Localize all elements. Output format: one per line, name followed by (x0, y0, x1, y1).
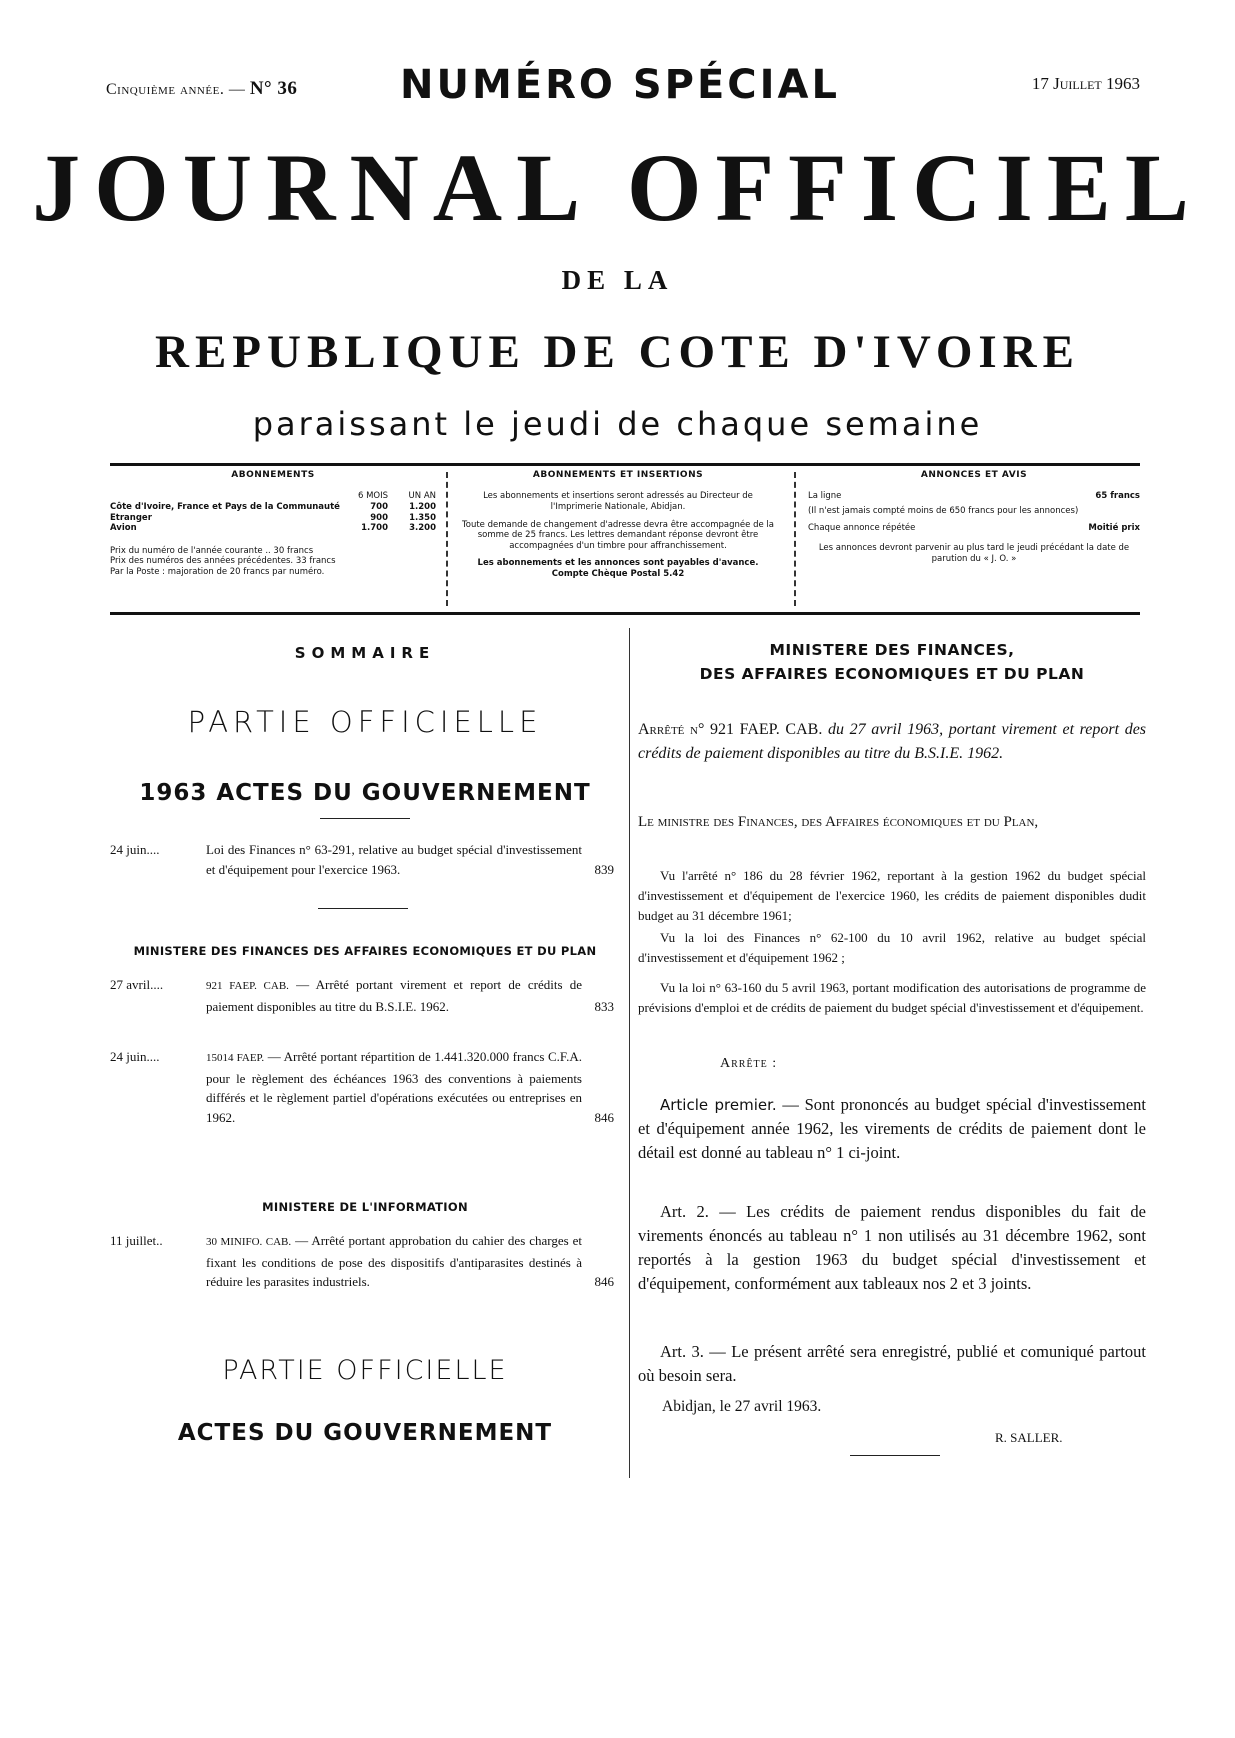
abonnements-column (110, 470, 436, 608)
vu-clause: Vu la loi des Finances n° 62-100 du 10 avril 1962, relative au budget spécial d'investissement et d'équipement 1962 ; (638, 930, 1146, 965)
minister-line: Le ministre des Finances, des Affaires économiques et du Plan, (638, 814, 1039, 830)
section-rule (318, 908, 408, 909)
section-rule (320, 818, 410, 819)
annonces-line-price: La ligne 65 francs (808, 491, 1140, 502)
actes-heading: 1963 ACTES DU GOUVERNEMENT (139, 780, 591, 806)
price-line: Par la Poste : majoration de 20 francs par numéro. (110, 567, 325, 577)
arrete-word: Arrête : (720, 1056, 778, 1071)
abonnements-row: Côte d'Ivoire, France et Pays de la Communauté 700 1.200 (110, 501, 436, 512)
insertions-payment: Les abonnements et les annonces sont payables d'avance. Compte Chèque Postal 5.42 (477, 558, 759, 579)
partie-officielle-heading-2: PARTIE OFFICIELLE (222, 1355, 508, 1386)
entry-desc: — Arrêté portant répartition de 1.441.320.000 francs C.F.A. pour le règlement des échéances 1963 des conventions à paiements différés et le règlement partiel d'opérations exécutées ou entreprises en 1962. (206, 1049, 582, 1125)
sommaire-entry (110, 1047, 620, 1127)
article-1 (638, 1093, 1146, 1165)
annonces-minimum-note: (Il n'est jamais compté moins de 650 francs pour les annonces) (808, 505, 1079, 516)
entry-date: 24 juin.... (110, 1049, 160, 1064)
col-six-months: 6 MOIS (357, 491, 388, 502)
sommaire-title: SOMMAIRE (294, 644, 436, 662)
ministry-heading-line: DES AFFAIRES ECONOMIQUES ET DU PLAN (699, 665, 1085, 683)
special-issue-title: NUMÉRO SPÉCIAL (400, 62, 840, 108)
vu-clause: Vu l'arrêté n° 186 du 28 février 1962, reportant à la gestion 1962 du budget spécial d'investissement et d'équipement de l'exercice 1960, les crédits de paiement disponibles dudit budget au 31 décembre 1961; (638, 868, 1146, 923)
subscription-info-box (106, 470, 1142, 610)
annonces-column (808, 470, 1140, 608)
sommaire-entry (110, 975, 620, 1016)
info-box-divider (446, 472, 448, 606)
sommaire-entry (110, 1231, 620, 1292)
article-1-text: — Sont prononcés au budget spécial d'investissement et d'équipement année 1962, les virements de crédits de paiement dont le détail est donné au tableau n° 1 ci-joint. (638, 1095, 1147, 1162)
entry-text: Loi des Finances n° 63-291, relative au budget spécial d'investissement et d'équipement pour l'exercice 1963. (206, 842, 582, 877)
actes-heading-2: ACTES DU GOUVERNEMENT (177, 1420, 553, 1446)
signature: R. SALLER. (995, 1430, 1063, 1445)
entry-date: 24 juin.... (110, 842, 160, 857)
masthead-de-la: DE LA (561, 265, 674, 295)
article-2: Art. 2. — Les crédits de paiement rendus disponibles du fait de virements énoncés au tableau n° 1 non utilisés au 31 décembre 1962, sont reportés à la gestion 1963 du budget spécial d'investissement et d'équipement, conformément aux tableaux nos 2 et 3 joints. (638, 1202, 1146, 1293)
entry-date: 27 avril.... (110, 977, 164, 992)
place-date: Abidjan, le 27 avril 1963. (662, 1398, 822, 1415)
insertions-heading: ABONNEMENTS ET INSERTIONS (532, 470, 704, 480)
abonnements-row: Etranger 900 1.350 (110, 512, 436, 523)
entry-ref: 30 MINIFO. CAB. (206, 1236, 292, 1248)
entry-desc: — Arrêté portant approbation du cahier des charges et fixant les conditions de pose des dispositifs d'antiparasites destinés à réduire les parasites industriels. (206, 1233, 583, 1289)
entry-page: 833 (594, 998, 614, 1014)
entry-desc: — Arrêté portant virement et report de crédits de paiement disponibles au titre du B.S.I.E. 1962. (206, 977, 583, 1014)
ministry-heading-line: MINISTERE DES FINANCES, (769, 641, 1015, 659)
abonnements-row: Avion 1.700 3.200 (110, 523, 436, 534)
annonces-heading: ANNONCES ET AVIS (920, 470, 1028, 480)
masthead-tagline: paraissant le jeudi de chaque semaine (252, 405, 983, 443)
entry-page: 839 (594, 861, 614, 877)
entry-ref: 15014 FAEP. (206, 1052, 265, 1064)
arrete-title (638, 718, 1146, 766)
closing-rule (850, 1455, 940, 1456)
partie-officielle-heading: PARTIE OFFICIELLE (187, 705, 543, 739)
abonnements-col-headers (110, 491, 436, 502)
price-line: Prix des numéros des années précédentes. 33 francs (110, 556, 336, 567)
article-3: Art. 3. — Le présent arrêté sera enregistré, publié et comuniqué partout où besoin sera. (638, 1342, 1146, 1385)
col-one-year: UN AN (408, 491, 436, 502)
entry-page: 846 (594, 1109, 614, 1125)
masthead-rule-bottom (110, 612, 1140, 615)
republic-title: REPUBLIQUE DE COTE D'IVOIRE (155, 326, 1080, 378)
arrete-subject: du 27 avril 1963, portant virement et report des crédits de paiement disponibles au titre du B.S.I.E. 1962. (638, 721, 1147, 762)
section-ministere-finances: MINISTERE DES FINANCES DES AFFAIRES ECONOMIQUES ET DU PLAN (133, 944, 597, 958)
vu-clause: Vu la loi n° 63-160 du 5 avril 1963, portant modification des autorisations de programme de prévisions d'emploi et de crédits de paiement du budget spécial d'investissement et d'équipement. (638, 980, 1146, 1015)
entry-text (206, 1231, 582, 1292)
insertions-column (458, 470, 778, 608)
insertions-address-change: Toute demande de changement d'adresse devra être accompagnée de la somme de 25 francs. Les lettres demandant réponse devront être accompagnées d'un timbre pour affranchissement. (462, 519, 774, 551)
annonces-deadline: Les annonces devront parvenir au plus tard le jeudi précédant la date de parution du « J. O. » (818, 543, 1130, 564)
article-1-lead: Article premier. (660, 1096, 777, 1114)
issue-year: Cinquième année. — (106, 81, 246, 98)
arrete-ref: Arrêté n° 921 FAEP. CAB. (638, 721, 823, 738)
insertions-address: Les abonnements et insertions seront adressés au Directeur de l'Imprimerie Nationale, Abidjan. (483, 491, 753, 512)
section-ministere-information: MINISTERE DE L'INFORMATION (262, 1200, 468, 1214)
journal-title: JOURNAL OFFICIEL (32, 134, 1203, 241)
issue-date: 17 Juillet 1963 (1031, 74, 1140, 93)
issue-number: N° 36 (249, 78, 298, 99)
entry-text (206, 1047, 582, 1127)
ministry-heading (638, 638, 1146, 686)
header-bar (100, 62, 1140, 106)
issue-line (106, 78, 297, 100)
masthead-rule-top (110, 463, 1140, 466)
entry-page: 846 (594, 1274, 614, 1289)
entry-date: 11 juillet.. (110, 1233, 163, 1248)
price-line: Prix du numéro de l'année courante .. 30 francs (110, 545, 314, 556)
entry-ref: 921 FAEP. CAB. (206, 980, 289, 992)
abonnements-heading: ABONNEMENTS (231, 470, 315, 480)
column-separator (629, 628, 630, 1478)
entry-text (206, 975, 582, 1016)
info-box-divider (794, 472, 796, 606)
sommaire-entry (110, 840, 620, 879)
annonces-repeat-price: Chaque annonce répétée Moitié prix (808, 522, 1140, 533)
